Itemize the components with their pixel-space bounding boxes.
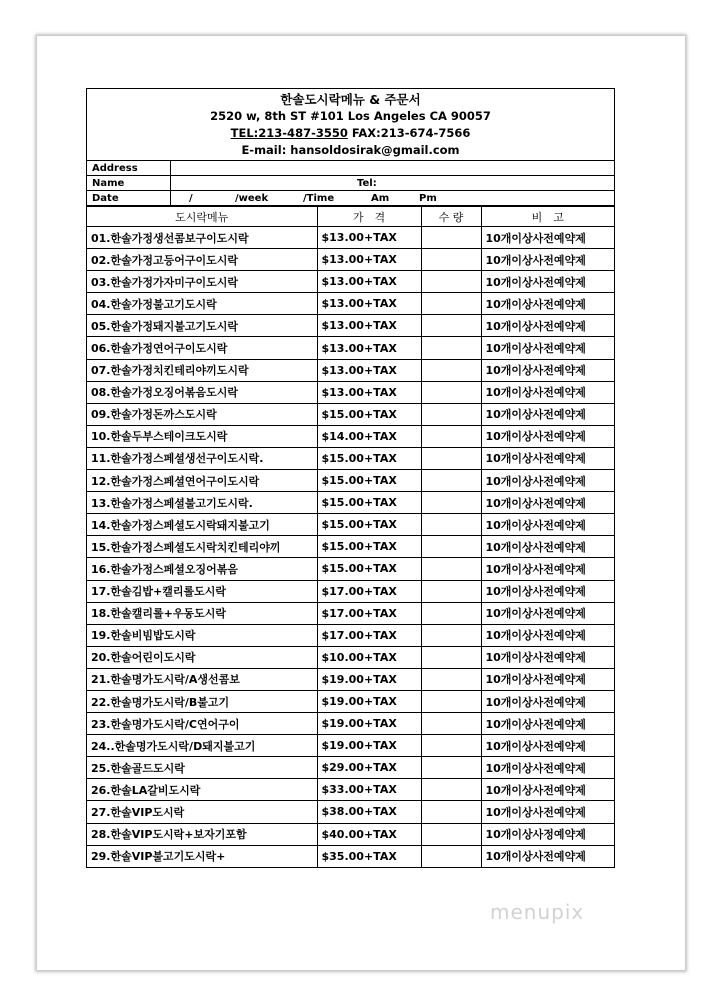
- table-row: [87, 602, 614, 624]
- quantity-field[interactable]: [421, 757, 481, 779]
- quantity-field[interactable]: [421, 447, 481, 469]
- col-menu-header: 도시락메뉴: [87, 207, 317, 227]
- quantity-field[interactable]: [421, 735, 481, 757]
- menu-item-price: $40.00+TAX: [317, 823, 421, 845]
- quantity-field[interactable]: [421, 425, 481, 447]
- name-row: [87, 176, 614, 191]
- menu-item-price: $10.00+TAX: [317, 646, 421, 668]
- table-row: [87, 425, 614, 447]
- table-row: [87, 536, 614, 558]
- quantity-field[interactable]: [421, 646, 481, 668]
- phone-number[interactable]: TEL:213-487-3550: [230, 126, 348, 140]
- quantity-field[interactable]: [421, 690, 481, 712]
- menu-item-price: $13.00+TAX: [317, 315, 421, 337]
- menu-item-price: $15.00+TAX: [317, 536, 421, 558]
- menu-item-note: 10개이상사전예약제: [481, 646, 614, 668]
- name-label: Name: [87, 176, 171, 190]
- table-row: [87, 558, 614, 580]
- menu-item-note: 10개이상사전예약제: [481, 293, 614, 315]
- menu-table: [87, 206, 614, 867]
- order-form: [86, 88, 615, 868]
- table-row: [87, 381, 614, 403]
- quantity-field[interactable]: [421, 823, 481, 845]
- quantity-field[interactable]: [421, 536, 481, 558]
- table-row: [87, 779, 614, 801]
- menu-item-price: $29.00+TAX: [317, 757, 421, 779]
- menu-item-name: 22.한솔명가도시락/B불고기: [87, 690, 317, 712]
- form-header: [87, 89, 614, 161]
- menu-item-note: 10개이상사전예약제: [481, 492, 614, 514]
- pm-label: Pm: [419, 193, 437, 204]
- menu-item-name: 11.한솔가정스페셜생선구이도시락.: [87, 447, 317, 469]
- menu-item-name: 15.한솔가정스페셜도시락치킨테리야끼: [87, 536, 317, 558]
- quantity-field[interactable]: [421, 359, 481, 381]
- quantity-field[interactable]: [421, 602, 481, 624]
- menu-item-name: 19.한솔비빔밥도시락: [87, 624, 317, 646]
- table-row: [87, 823, 614, 845]
- menu-item-note: 10개이상사전예약제: [481, 470, 614, 492]
- menu-item-price: $19.00+TAX: [317, 690, 421, 712]
- menu-item-name: 25.한솔골드도시락: [87, 757, 317, 779]
- menu-item-price: $35.00+TAX: [317, 845, 421, 867]
- menu-item-note: 10개이상사전예약제: [481, 337, 614, 359]
- table-row: [87, 337, 614, 359]
- menu-item-price: $15.00+TAX: [317, 447, 421, 469]
- quantity-field[interactable]: [421, 845, 481, 867]
- col-qty-header: 수 량: [421, 207, 481, 227]
- customer-info: [87, 161, 614, 206]
- time-label: /Time: [303, 193, 335, 204]
- menu-item-price: $14.00+TAX: [317, 425, 421, 447]
- menu-item-note: 10개이상사전예약제: [481, 536, 614, 558]
- table-row: [87, 845, 614, 867]
- menu-item-price: $19.00+TAX: [317, 735, 421, 757]
- menu-item-note: 10개이상사전예약제: [481, 713, 614, 735]
- table-row: [87, 293, 614, 315]
- menu-item-name: 21.한솔명가도시락/A생선콤보: [87, 668, 317, 690]
- menu-item-note: 10개이상사정예약제: [481, 823, 614, 845]
- menu-item-note: 10개이상사전예약제: [481, 249, 614, 271]
- address-field[interactable]: [171, 161, 614, 175]
- quantity-field[interactable]: [421, 293, 481, 315]
- table-row: [87, 735, 614, 757]
- table-row: [87, 713, 614, 735]
- menu-item-price: $15.00+TAX: [317, 403, 421, 425]
- menu-item-name: 03.한솔가정가자미구이도시락: [87, 271, 317, 293]
- quantity-field[interactable]: [421, 470, 481, 492]
- menu-item-name: 14.한솔가정스페셜도시락돼지불고기: [87, 514, 317, 536]
- quantity-field[interactable]: [421, 558, 481, 580]
- menu-item-name: 18.한솔캘리롤+우동도시락: [87, 602, 317, 624]
- date-row: [87, 191, 614, 206]
- table-row: [87, 801, 614, 823]
- menu-item-name: 28.한솔VIP도시락+보자기포함: [87, 823, 317, 845]
- week-label: /week: [235, 193, 269, 204]
- quantity-field[interactable]: [421, 249, 481, 271]
- table-row: [87, 359, 614, 381]
- menu-item-note: 10개이상사전예약제: [481, 580, 614, 602]
- menu-item-note: 10개이상사전예약제: [481, 558, 614, 580]
- menu-item-note: 10개이상사전예약제: [481, 271, 614, 293]
- menu-item-note: 10개이상사전예약제: [481, 690, 614, 712]
- menu-item-name: 26.한솔LA갈비도시락: [87, 779, 317, 801]
- menu-item-price: $13.00+TAX: [317, 381, 421, 403]
- address-row: [87, 161, 614, 176]
- menu-item-name: 08.한솔가정오징어볶음도시락: [87, 381, 317, 403]
- menu-item-price: $17.00+TAX: [317, 624, 421, 646]
- contact-phone-fax: [87, 125, 614, 142]
- menu-item-price: $13.00+TAX: [317, 337, 421, 359]
- menupix-watermark: menupix: [490, 900, 585, 924]
- quantity-field[interactable]: [421, 668, 481, 690]
- menu-item-note: 10개이상사전예약제: [481, 624, 614, 646]
- quantity-field[interactable]: [421, 227, 481, 249]
- table-row: [87, 249, 614, 271]
- table-row: [87, 227, 614, 249]
- menu-item-price: $13.00+TAX: [317, 359, 421, 381]
- table-row: [87, 668, 614, 690]
- menu-item-price: $17.00+TAX: [317, 602, 421, 624]
- menu-item-note: 10개이상사전예약제: [481, 735, 614, 757]
- menu-item-note: 10개이상사전예약제: [481, 315, 614, 337]
- table-row: [87, 514, 614, 536]
- quantity-field[interactable]: [421, 381, 481, 403]
- menu-item-name: 17.한솔김밥+캘리롤도시락: [87, 580, 317, 602]
- table-header-row: [87, 207, 614, 227]
- menu-item-name: 01.한솔가정생선콤보구이도시락: [87, 227, 317, 249]
- menu-item-note: 10개이상사전예약제: [481, 801, 614, 823]
- menu-item-note: 10개이상사전예약제: [481, 757, 614, 779]
- menu-item-name: 07.한솔가정치킨테리야끼도시락: [87, 359, 317, 381]
- menu-item-note: 10개이상사전예약제: [481, 227, 614, 249]
- contact-email: E-mail: hansoldosirak@gmail.com: [241, 143, 460, 157]
- restaurant-address: 2520 w, 8th ST #101 Los Angeles CA 90057: [210, 109, 491, 123]
- menu-item-price: $13.00+TAX: [317, 293, 421, 315]
- quantity-field[interactable]: [421, 514, 481, 536]
- menu-item-price: $15.00+TAX: [317, 558, 421, 580]
- menu-item-note: 10개이상사전예약제: [481, 845, 614, 867]
- menu-item-name: 02.한솔가정고등어구이도시락: [87, 249, 317, 271]
- table-row: [87, 757, 614, 779]
- name-field[interactable]: [171, 176, 614, 190]
- quantity-field[interactable]: [421, 337, 481, 359]
- menu-item-note: 10개이상사전예약제: [481, 403, 614, 425]
- menu-item-name: 04.한솔가정불고기도시락: [87, 293, 317, 315]
- menu-item-note: 10개이상사전예약제: [481, 447, 614, 469]
- menu-item-name: 29.한솔VIP불고기도시락+: [87, 845, 317, 867]
- table-row: [87, 690, 614, 712]
- menu-item-price: $13.00+TAX: [317, 271, 421, 293]
- menu-item-note: 10개이상사전예약제: [481, 668, 614, 690]
- quantity-field[interactable]: [421, 801, 481, 823]
- quantity-field[interactable]: [421, 624, 481, 646]
- quantity-field[interactable]: [421, 492, 481, 514]
- quantity-field[interactable]: [421, 779, 481, 801]
- quantity-field[interactable]: [421, 315, 481, 337]
- menu-item-price: $15.00+TAX: [317, 492, 421, 514]
- menu-item-name: 12.한솔가정스페셜연어구이도시락: [87, 470, 317, 492]
- fax-number: FAX:213-674-7566: [351, 126, 471, 140]
- menu-item-name: 24..한솔명가도시락/D돼지불고기: [87, 735, 317, 757]
- table-row: [87, 447, 614, 469]
- menu-item-price: $19.00+TAX: [317, 668, 421, 690]
- menu-item-price: $13.00+TAX: [317, 249, 421, 271]
- col-note-header: 비 고: [481, 207, 614, 227]
- menu-item-name: 20.한솔어린이도시락: [87, 646, 317, 668]
- menu-item-price: $15.00+TAX: [317, 514, 421, 536]
- menu-item-price: $17.00+TAX: [317, 580, 421, 602]
- quantity-field[interactable]: [421, 403, 481, 425]
- menu-item-name: 06.한솔가정연어구이도시락: [87, 337, 317, 359]
- menu-item-name: 09.한솔가정돈까스도시락: [87, 403, 317, 425]
- date-slash: /: [189, 193, 193, 204]
- menu-item-note: 10개이상사전예약제: [481, 425, 614, 447]
- table-row: [87, 624, 614, 646]
- menu-item-note: 10개이상사전예약제: [481, 779, 614, 801]
- menu-item-note: 10개이상사전예약제: [481, 602, 614, 624]
- menu-item-price: $19.00+TAX: [317, 713, 421, 735]
- date-label: Date: [87, 191, 171, 205]
- table-row: [87, 315, 614, 337]
- menu-item-note: 10개이상사전예약제: [481, 381, 614, 403]
- menu-item-note: 10개이상사전예약제: [481, 514, 614, 536]
- table-row: [87, 646, 614, 668]
- quantity-field[interactable]: [421, 271, 481, 293]
- quantity-field[interactable]: [421, 580, 481, 602]
- menu-item-name: 23.한솔명가도시락/C연어구이: [87, 713, 317, 735]
- menu-item-price: $33.00+TAX: [317, 779, 421, 801]
- menu-item-price: $15.00+TAX: [317, 470, 421, 492]
- menu-item-note: 10개이상사전예약제: [481, 359, 614, 381]
- quantity-field[interactable]: [421, 713, 481, 735]
- table-row: [87, 271, 614, 293]
- table-row: [87, 580, 614, 602]
- menu-item-name: 05.한솔가정돼지불고기도시락: [87, 315, 317, 337]
- menu-item-price: $38.00+TAX: [317, 801, 421, 823]
- menu-item-name: 27.한솔VIP도시락: [87, 801, 317, 823]
- tel-label: Tel:: [357, 178, 377, 189]
- table-row: [87, 403, 614, 425]
- col-price-header: 가 격: [317, 207, 421, 227]
- date-field[interactable]: [171, 191, 614, 205]
- menu-item-name: 13.한솔가정스페셜불고기도시락.: [87, 492, 317, 514]
- menu-item-name: 10.한솔두부스테이크도시락: [87, 425, 317, 447]
- table-row: [87, 492, 614, 514]
- page-title: 한솔도시락메뉴 & 주문서: [280, 92, 421, 107]
- table-row: [87, 470, 614, 492]
- am-label: Am: [371, 193, 390, 204]
- address-label: Address: [87, 161, 171, 175]
- menu-item-price: $13.00+TAX: [317, 227, 421, 249]
- menu-item-name: 16.한솔가정스페셜오징어볶음: [87, 558, 317, 580]
